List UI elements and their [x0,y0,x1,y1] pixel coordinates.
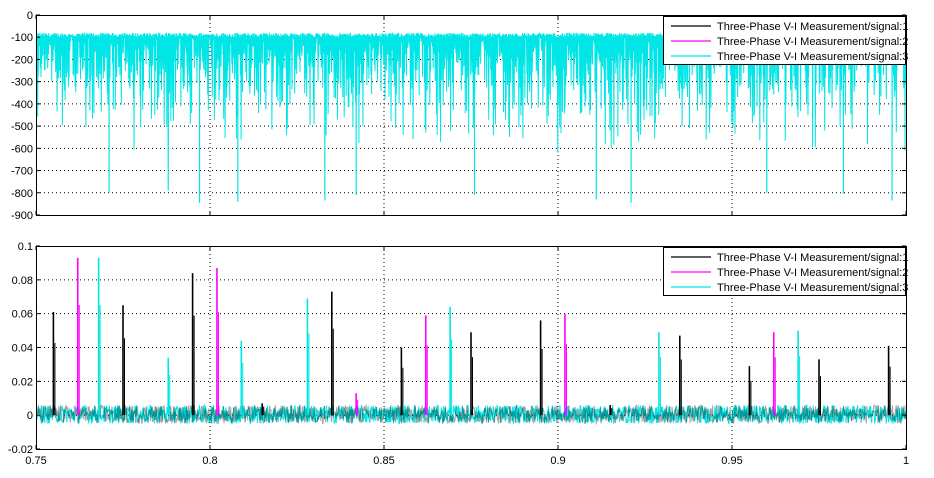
top-y-tick-label: 0 [26,10,33,22]
bottom-y-tick-label: -0.02 [7,444,33,456]
bottom-x-tick-label: 0.85 [373,455,395,467]
bottom-x-tick-label: 1 [902,455,910,467]
top-y-tick-label: -700 [10,165,33,178]
top-y-tick-label: -600 [10,143,33,156]
bottom-y-tick-label: 0.06 [11,308,33,321]
top-y-tick-label: -900 [10,210,33,222]
bottom-y-tick-label: 0 [26,410,33,423]
top-y-tick-label: -400 [10,98,33,111]
bottom-legend-label-3: Three-Phase V-I Measurement/signal:3 [717,282,909,294]
top-y-tick-label: -100 [10,32,33,45]
bottom-y-tick-label: 0.04 [11,342,33,355]
top-y-tick-label: -200 [10,54,33,67]
bottom-x-tick-label: 0.8 [202,455,218,467]
bottom-legend-label-2: Three-Phase V-I Measurement/signal:2 [717,267,909,279]
top-plot-legend [664,17,909,65]
bottom-plot-panel [8,241,909,467]
bottom-y-tick-label: 0.1 [17,241,33,253]
bottom-x-tick-label: 0.95 [721,455,743,467]
top-legend-label-2: Three-Phase V-I Measurement/signal:2 [717,36,909,48]
top-y-tick-label: -500 [10,121,33,134]
top-legend-label-3: Three-Phase V-I Measurement/signal:3 [717,51,909,63]
top-y-tick-label: -800 [10,187,33,200]
bottom-y-tick-label: 0.08 [11,274,33,287]
top-legend-label-1: Three-Phase V-I Measurement/signal:1 [717,21,909,33]
bottom-legend-label-1: Three-Phase V-I Measurement/signal:1 [717,252,909,264]
bottom-plot-legend [664,248,909,296]
top-y-tick-label: -300 [10,76,33,89]
bottom-y-tick-label: 0.02 [11,376,33,389]
top-plot-panel [11,10,908,222]
bottom-x-tick-label: 0.9 [550,455,566,467]
bottom-x-tick-label: 0.75 [25,455,47,467]
